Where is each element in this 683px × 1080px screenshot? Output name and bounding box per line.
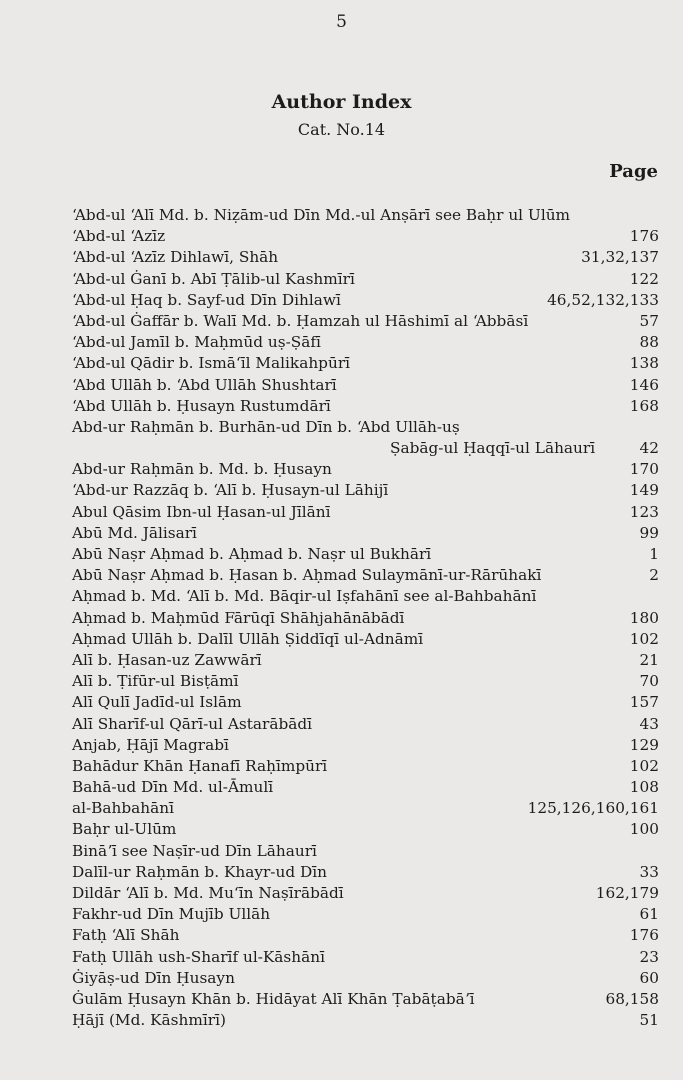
index-entry (0, 947, 683, 968)
index-entry (0, 565, 683, 586)
index-entry (0, 247, 683, 268)
page-references: 168 (629, 396, 659, 415)
page-references: 170 (629, 460, 659, 479)
author-name: Aḥmad b. Md. ʻAlī b. Md. Bāqir-ul Iṣfahānī see al-Bahbahānī (72, 587, 537, 606)
author-name: Alī Qulī Jadīd-ul Islām (72, 693, 242, 712)
index-entry (0, 502, 683, 523)
page-references: 99 (639, 523, 659, 542)
page-references: 102 (629, 629, 659, 648)
index-entry (0, 544, 683, 565)
author-name: Fatḥ ʻAlī Shāh (72, 926, 180, 945)
author-name: Dalīl-ur Raḥmān b. Khayr-ud Dīn (72, 862, 327, 881)
author-name: Abul Qāsim Ibn-ul Ḥasan-ul Jīlānī (72, 502, 331, 521)
author-name: Aḥmad b. Maḥmūd Fārūqī Shāhjahānābādī (72, 608, 405, 627)
author-index-list (0, 205, 683, 1031)
page-references: 88 (639, 333, 659, 352)
index-entry (0, 777, 683, 798)
index-entry (0, 269, 683, 290)
page-references: 23 (639, 947, 659, 966)
author-name: Ġiyāṣ-ud Dīn Ḥusayn (72, 968, 235, 987)
index-entry (0, 353, 683, 374)
page-references: 21 (639, 650, 659, 669)
author-name: ʻAbd-ul Jamīl b. Maḥmūd uṣ-Ṣāfī (72, 333, 321, 352)
author-name: ʻAbd-ul Ġaffār b. Walī Md. b. Ḥamzah ul Hāshimī al ʻAbbāsī (72, 311, 529, 330)
page-references: 138 (629, 354, 659, 373)
index-entry (0, 798, 683, 819)
author-name: ʻAbd-ul Ḥaq b. Sayf-ud Dīn Dihlawī (72, 290, 341, 309)
author-name: ʻAbd Ullāh b. Ḥusayn Rustumdārī (72, 396, 331, 415)
page-references: 122 (629, 269, 659, 288)
author-name: Ġulām Ḥusayn Khān b. Hidāyat Alī Khān Ṭabāṭabāʼī (72, 989, 475, 1008)
page-references: 157 (629, 693, 659, 712)
page-references: 125,126,160,161 (527, 799, 659, 818)
index-entry (0, 735, 683, 756)
index-entry (0, 417, 683, 438)
index-entry (0, 396, 683, 417)
author-name: ʻAbd-ul Qādir b. Ismāʻīl Malikahpūrī (72, 354, 351, 373)
author-name: Ḥājī (Md. Kāshmīrī) (72, 1011, 226, 1030)
index-entry (0, 692, 683, 713)
author-name: Aḥmad Ullāh b. Dalīl Ullāh Ṣiddīqī ul-Adnāmī (72, 629, 424, 648)
page-title: Author Index (271, 91, 412, 113)
author-name: Abū Naṣr Aḥmad b. Aḥmad b. Naṣr ul Bukhārī (72, 545, 432, 563)
page-references: 180 (629, 608, 659, 627)
index-entry (0, 226, 683, 247)
index-entry (0, 671, 683, 692)
page-references: 43 (639, 714, 659, 733)
index-entry (0, 459, 683, 480)
author-name: ʻAbd-ul ʻAlī Md. b. Niẓām-ud Dīn Md.-ul Anṣārī see Baḥr ul Ulūm (72, 206, 571, 224)
page-references: 57 (639, 311, 659, 330)
author-name: Baḥr ul-Ulūm (72, 820, 177, 839)
author-name: Abū Naṣr Aḥmad b. Ḥasan b. Aḥmad Sulaymānī-ur-Rārūhakī (72, 566, 542, 585)
index-entry (0, 756, 683, 777)
author-name: Alī Sharīf-ul Qārī-ul Astarābādī (72, 714, 313, 733)
author-name: Alī b. Ḥasan-uz Zawwārī (72, 650, 262, 669)
author-name: Ṣabāg-ul Ḥaqqī-ul Lāhaurī (390, 439, 596, 458)
page-references: 31,32,137 (581, 248, 659, 267)
index-entry (0, 332, 683, 353)
index-entry (0, 205, 683, 226)
index-entry (0, 608, 683, 629)
page-references: 33 (639, 862, 659, 881)
index-entry (0, 989, 683, 1010)
author-name: Dildār ʻAlī b. Md. Muʻīn Naṣīrābādī (72, 884, 344, 902)
author-name: Abd-ur Raḥmān b. Burhān-ud Dīn b. ʻAbd Ullāh-uṣ (72, 417, 460, 436)
index-entry (0, 819, 683, 840)
page-references: 123 (629, 502, 659, 521)
index-entry (0, 586, 683, 607)
page-references: 61 (639, 905, 659, 924)
page-number: 5 (336, 12, 347, 32)
index-entry (0, 438, 683, 459)
author-name: Abd-ur Raḥmān b. Md. b. Ḥusayn (72, 460, 332, 479)
page-references: 176 (629, 227, 659, 246)
page-references: 51 (639, 1011, 659, 1030)
page-references: 2 (649, 566, 659, 585)
author-name: ʻAbd-ul ʻAzīz (72, 227, 166, 246)
index-entry (0, 904, 683, 925)
author-name: ʻAbd-ul Ġanī b. Abī Ṭālib-ul Kashmīrī (72, 269, 355, 288)
page-references: 176 (629, 926, 659, 945)
author-name: Fatḥ Ullāh ush-Sharīf ul-Kāshānī (72, 947, 325, 966)
index-entry (0, 629, 683, 650)
author-name: Bahā-ud Dīn Md. ul-Āmulī (72, 778, 274, 797)
index-entry (0, 883, 683, 904)
index-entry (0, 1010, 683, 1031)
author-name: ʻAbd-ur Razzāq b. ʻAlī b. Ḥusayn-ul Lāhijī (72, 481, 389, 500)
page-references: 146 (629, 375, 659, 394)
page-references: 60 (639, 968, 659, 987)
author-name: Alī b. Ṭifūr-ul Bisṭāmī (72, 672, 239, 691)
page-references: 129 (629, 735, 659, 754)
author-name: Anjab, Ḥājī Magrabī (72, 735, 229, 754)
author-name: Fakhr-ud Dīn Mujīb Ullāh (72, 905, 271, 924)
page-references: 70 (639, 672, 659, 691)
index-entry (0, 925, 683, 946)
page-references: 100 (629, 820, 659, 839)
author-name: Abū Md. Jālisarī (72, 523, 197, 542)
index-entry (0, 968, 683, 989)
page-references: 149 (629, 481, 659, 500)
index-entry (0, 862, 683, 883)
index-entry (0, 650, 683, 671)
author-name: ʻAbd-ul ʻAzīz Dihlawī, Shāh (72, 248, 279, 267)
page-references: 46,52,132,133 (547, 290, 659, 309)
author-name: Bahādur Khān Ḥanafī Raḥīmpūrī (72, 756, 328, 775)
index-entry (0, 523, 683, 544)
author-name: Bināʼī see Naṣīr-ud Dīn Lāhaurī (72, 841, 317, 860)
page-references: 1 (649, 545, 659, 563)
index-entry (0, 290, 683, 311)
index-entry (0, 311, 683, 332)
page-references: 42 (639, 439, 659, 458)
index-entry (0, 714, 683, 735)
page-references: 102 (629, 756, 659, 775)
catalogue-number: Cat. No.14 (297, 120, 386, 139)
page-references: 108 (629, 778, 659, 797)
page-references: 162,179 (595, 884, 659, 902)
index-entry (0, 480, 683, 501)
index-entry (0, 841, 683, 862)
page-references: 68,158 (605, 989, 659, 1008)
page-column-header: Page (609, 161, 658, 182)
author-name: al-Bahbahānī (72, 799, 175, 818)
author-name: ʻAbd Ullāh b. ʻAbd Ullāh Shushtarī (72, 375, 337, 394)
index-entry (0, 375, 683, 396)
